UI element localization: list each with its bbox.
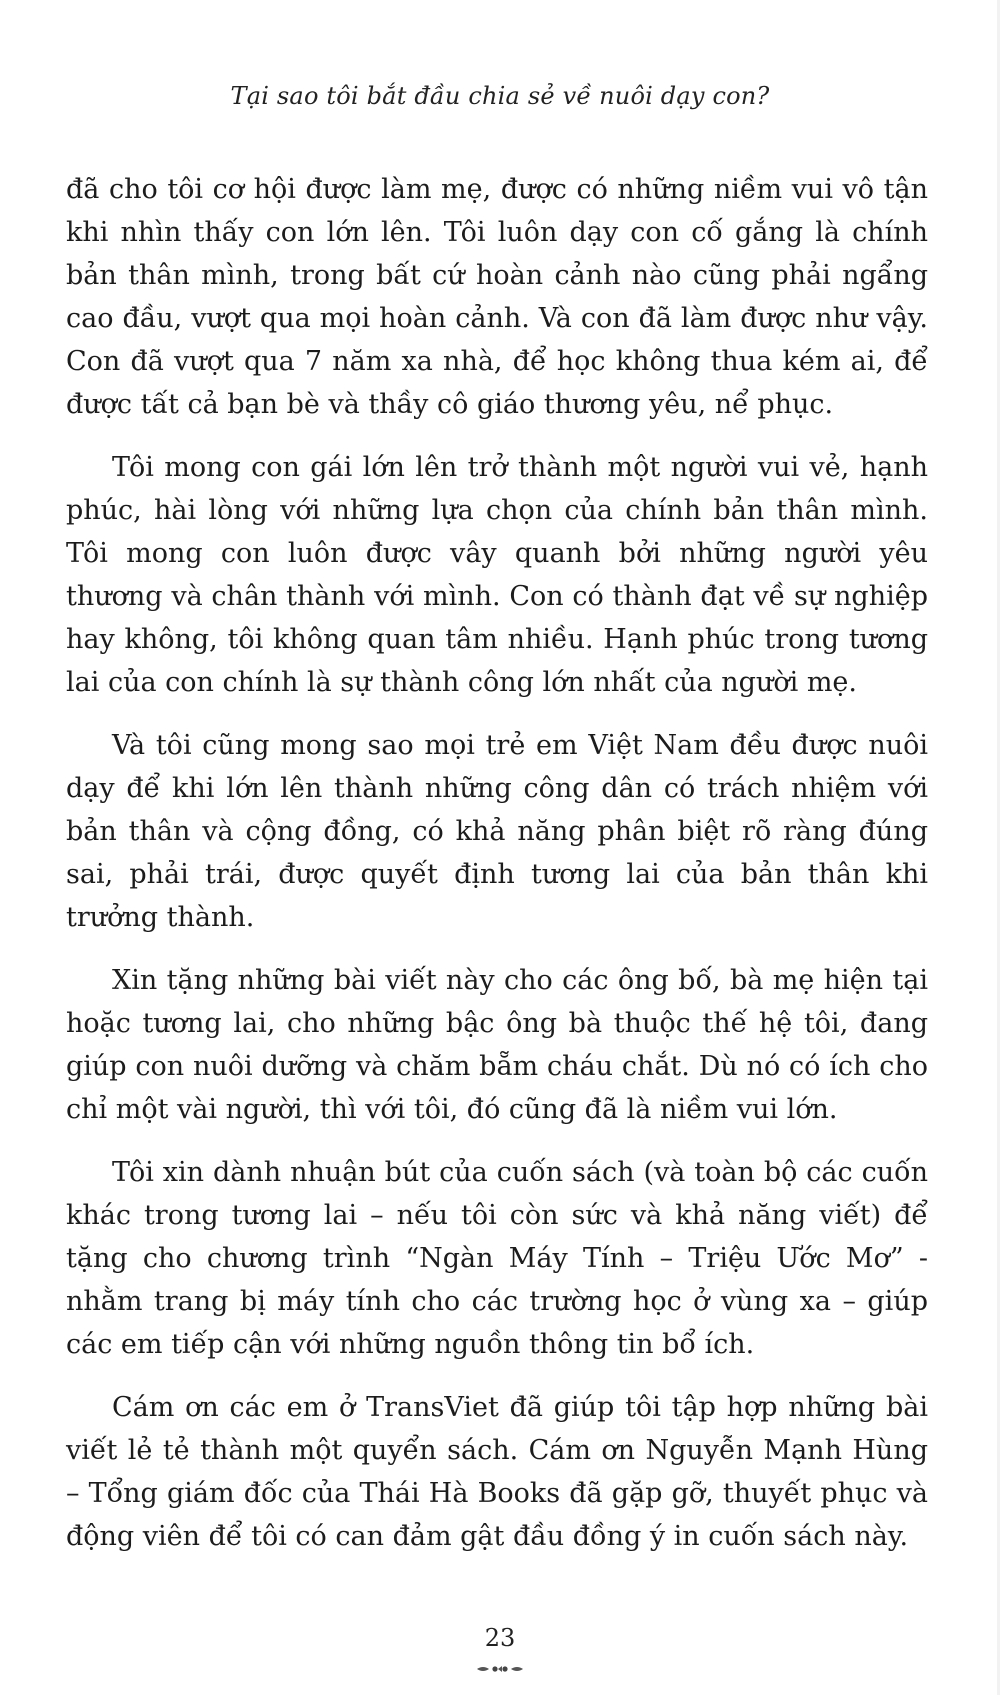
body-text xyxy=(66,168,928,1578)
paragraph-1: đã cho tôi cơ hội được làm mẹ, được có những niềm vui vô tận khi nhìn thấy con lớn lên. Tôi luôn dạy con cố gắng là chính bản thân mình, trong bất cứ hoàn cảnh nào cũng phải ngẩng cao đầu, vượt qua mọi hoàn cảnh. Và con đã làm được như vậy. Con đã vượt qua 7 năm xa nhà, để học không thua kém ai, để được tất cả bạn bè và thầy cô giáo thương yêu, nể phục. xyxy=(66,174,928,420)
paragraph-4: Xin tặng những bài viết này cho các ông bố, bà mẹ hiện tại hoặc tương lai, cho những bậc ông bà thuộc thế hệ tôi, đang giúp con nuôi dưỡng và chăm bẵm cháu chắt. Dù nó có ích cho chỉ một vài người, thì với tôi, đó cũng đã là niềm vui lớn. xyxy=(66,965,928,1125)
floral-ornament-icon xyxy=(475,1662,525,1676)
paragraph-5: Tôi xin dành nhuận bút của cuốn sách (và toàn bộ các cuốn khác trong tương lai – nếu tôi còn sức và khả năng viết) để tặng cho chương trình “Ngàn Máy Tính – Triệu Ước Mơ” - nhằm trang bị máy tính cho các trường học ở vùng xa – giúp các em tiếp cận với những nguồn thông tin bổ ích. xyxy=(66,1157,928,1360)
paragraph-2: Tôi mong con gái lớn lên trở thành một người vui vẻ, hạnh phúc, hài lòng với những lựa chọn của chính bản thân mình. Tôi mong con luôn được vây quanh bởi những người yêu thương và chân thành với mình. Con có thành đạt về sự nghiệp hay không, tôi không quan tâm nhiều. Hạnh phúc trong tương lai của con chính là sự thành công lớn nhất của người mẹ. xyxy=(66,452,928,698)
paragraph-3: Và tôi cũng mong sao mọi trẻ em Việt Nam đều được nuôi dạy để khi lớn lên thành những công dân có trách nhiệm với bản thân và cộng đồng, có khả năng phân biệt rõ ràng đúng sai, phải trái, được quyết định tương lai của bản thân khi trưởng thành. xyxy=(66,730,928,933)
page-number: 23 xyxy=(484,1624,516,1652)
running-header-title: Tại sao tôi bắt đầu chia sẻ về nuôi dạy con? xyxy=(230,82,770,110)
paragraph-6: Cám ơn các em ở TransViet đã giúp tôi tập hợp những bài viết lẻ tẻ thành một quyển sách. Cám ơn Nguyễn Mạnh Hùng – Tổng giám đốc của Thái Hà Books đã gặp gỡ, thuyết phục và động viên để tôi có can đảm gật đầu đồng ý in cuốn sách này. xyxy=(66,1392,928,1552)
